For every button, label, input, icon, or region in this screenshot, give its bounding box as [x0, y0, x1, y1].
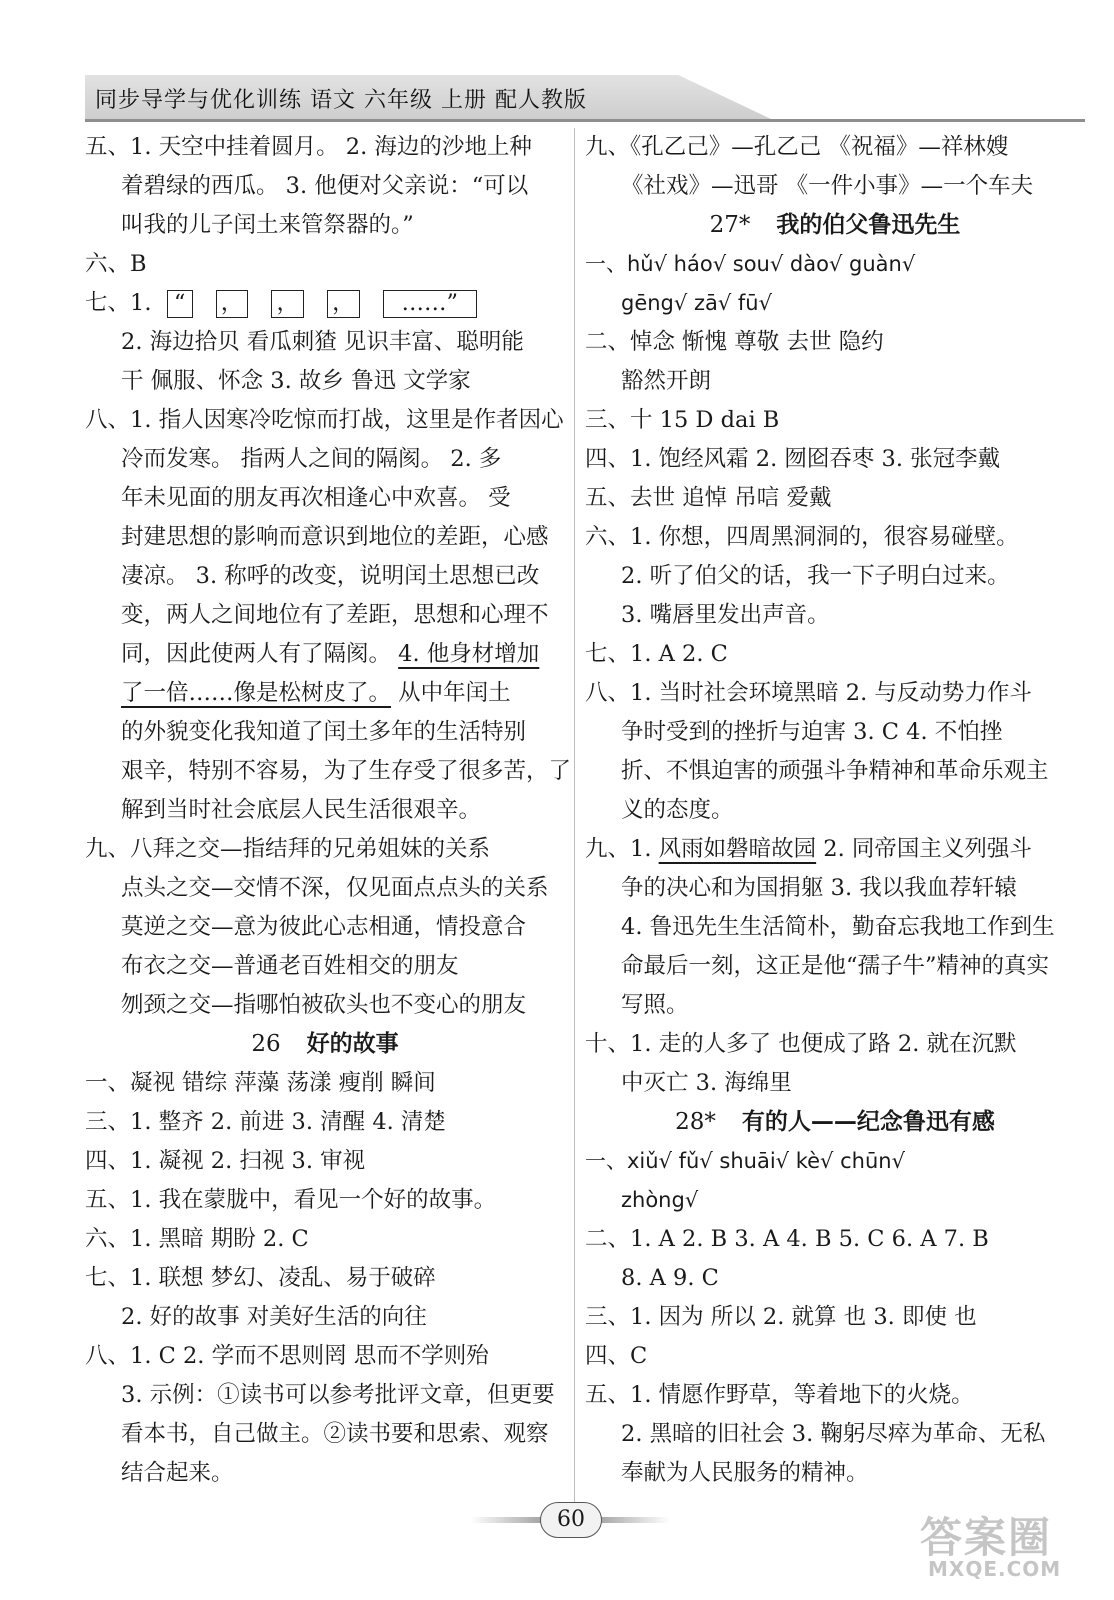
answer-line: 义的态度。 — [621, 797, 734, 823]
answer-line — [85, 635, 565, 674]
punctuation-box: ， — [327, 290, 360, 318]
pinyin-line: 一、xiǔ√ fǔ√ shuāi√ kè√ chūn√ — [585, 1149, 905, 1173]
answer-line: 争的决心和为国捐躯 3. 我以我血荐轩辕 — [621, 875, 1017, 901]
answer-line: 叫我的儿子闰土来管祭器的。” — [121, 212, 414, 238]
answer-line: 四、1. 饱经风霜 2. 囫囵吞枣 3. 张冠李戴 — [585, 446, 1001, 472]
answer-line: 六、B — [85, 251, 147, 277]
section-title: 有的人——纪念鲁迅有感 — [741, 1109, 995, 1135]
answer-line: 2. 海边拾贝 看瓜刺猹 见识丰富、聪明能 — [121, 329, 524, 355]
answer-text: 从中年闰土 — [398, 680, 511, 706]
section-heading-28 — [585, 1103, 1085, 1142]
answer-line: 八、1. 指人因寒冷吃惊而打战，这里是作者因心 — [85, 407, 564, 433]
answer-line: 奉献为人民服务的精神。 — [621, 1460, 869, 1486]
answer-line: 2. 黑暗的旧社会 3. 鞠躬尽瘁为革命、无私 — [621, 1421, 1046, 1447]
underlined-quote: 4. 他身材增加 — [398, 641, 540, 667]
answer-line: 八、1. C 2. 学而不思则罔 思而不学则殆 — [85, 1343, 489, 1369]
watermark-text: 答案圈 — [920, 1513, 1053, 1562]
footer-ornament — [590, 1517, 670, 1523]
answer-line: 折、不惧迫害的顽强斗争精神和革命乐观主 — [621, 758, 1049, 784]
section-number: 26 — [251, 1031, 281, 1057]
answer-line: 布衣之交—普通老百姓相交的朋友 — [121, 953, 459, 979]
section-title: 好的故事 — [306, 1031, 399, 1057]
punctuation-box: “ — [167, 290, 193, 318]
answer-line: 3. 嘴唇里发出声音。 — [621, 602, 830, 628]
answer-line: 四、1. 凝视 2. 扫视 3. 审视 — [85, 1148, 366, 1174]
column-divider — [574, 128, 575, 1503]
pinyin-line: 一、hǔ√ háo√ sou√ dào√ guàn√ — [585, 252, 916, 276]
answer-line: 五、1. 天空中挂着圆月。 2. 海边的沙地上种 — [85, 134, 532, 160]
page-header — [85, 75, 1085, 121]
answer-line: 六、1. 你想，四周黑洞洞的，很容易碰壁。 — [585, 524, 1019, 550]
page-footer — [470, 1500, 670, 1540]
punctuation-box: ， — [216, 290, 249, 318]
answer-line: 年未见面的朋友再次相逢心中欢喜。 受 — [121, 485, 511, 511]
answer-text: 同，因此使两人有了隔阂。 — [121, 641, 392, 667]
left-column — [85, 128, 572, 1493]
book-title: 同步导学与优化训练 语文 六年级 上册 配人教版 — [95, 88, 587, 113]
right-column — [585, 128, 1085, 1493]
answer-line: 4. 鲁迅先生生活简朴，勤奋忘我地工作到生 — [621, 914, 1055, 940]
answer-line: 三、十 15 D dai B — [585, 407, 780, 433]
answer-line: 四、C — [585, 1343, 648, 1369]
answer-line: 五、1. 我在蒙胧中，看见一个好的故事。 — [85, 1187, 497, 1213]
answer-line: 七、1. 联想 梦幻、凌乱、易于破碎 — [85, 1265, 436, 1291]
answer-line — [585, 830, 1085, 869]
section-title: 我的伯父鲁迅先生 — [776, 212, 961, 238]
answer-line: 争时受到的挫折与迫害 3. C 4. 不怕挫 — [621, 719, 1003, 745]
watermark-logo — [920, 1505, 1080, 1585]
item-label: 七、1. — [85, 290, 152, 316]
underlined-quote: 风雨如磐暗故园 — [658, 836, 817, 862]
answer-line: 十、1. 走的人多了 也便成了路 2. 就在沉默 — [585, 1031, 1017, 1057]
answer-line: 一、凝视 错综 萍藻 荡漾 瘦削 瞬间 — [85, 1070, 436, 1096]
answer-line: 8. A 9. C — [621, 1265, 719, 1291]
answer-line: 三、1. 因为 所以 2. 就算 也 3. 即使 也 — [585, 1304, 977, 1330]
answer-line: 三、1. 整齐 2. 前进 3. 清醒 4. 清楚 — [85, 1109, 446, 1135]
answer-line: 豁然开朗 — [621, 368, 712, 394]
answer-line: 中灭亡 3. 海绵里 — [621, 1070, 792, 1096]
answer-line: 莫逆之交—意为彼此心志相通，情投意合 — [121, 914, 527, 940]
answer-line: 3. 示例：①读书可以参考批评文章，但更要 — [121, 1382, 555, 1408]
answer-line — [85, 674, 565, 713]
answer-line: 二、悼念 惭愧 尊敬 去世 隐约 — [585, 329, 884, 355]
answer-line: 变，两人之间地位有了差距，思想和心理不 — [121, 602, 549, 628]
answer-line: 五、1. 情愿作野草，等着地下的火烧。 — [585, 1382, 974, 1408]
punctuation-box: ， — [271, 290, 304, 318]
item-label: 九、1. — [585, 836, 652, 862]
answer-line: 2. 听了伯父的话，我一下子明白过来。 — [621, 563, 1010, 589]
answer-line: 命最后一刻，这正是他“孺子牛”精神的真实 — [621, 953, 1050, 979]
answer-line: 凄凉。 3. 称呼的改变，说明闰土思想已改 — [121, 563, 540, 589]
answer-line: 《社戏》—迅哥 《一件小事》—一个车夫 — [621, 173, 1034, 199]
answer-line: 封建思想的影响而意识到地位的差距，心感 — [121, 524, 549, 550]
answer-text: 2. 同帝国主义列强斗 — [823, 836, 1032, 862]
answer-line: 2. 好的故事 对美好生活的向往 — [121, 1304, 427, 1330]
watermark-url: MXQE.COM — [928, 1557, 1062, 1581]
answer-line: 艰辛，特别不容易，为了生存受了很多苦，了 — [121, 758, 572, 784]
answer-line: 干 佩服、怀念 3. 故乡 鲁迅 文学家 — [121, 368, 471, 394]
section-number: 27* — [709, 212, 751, 238]
answer-line: 冷而发寒。 指两人之间的隔阂。 2. 多 — [121, 446, 502, 472]
header-rule — [85, 119, 1085, 122]
footer-ornament — [470, 1517, 550, 1523]
answer-line: 写照。 — [621, 992, 689, 1018]
answer-line: 九、《孔乙己》—孔乙己 《祝福》—祥林嫂 — [585, 134, 1009, 160]
answer-line: 着碧绿的西瓜。 3. 他便对父亲说：“可以 — [121, 173, 529, 199]
pinyin-line: gēng√ zā√ fū√ — [621, 291, 772, 315]
answer-line: 五、去世 追悼 吊唁 爱戴 — [585, 485, 832, 511]
answer-line: 九、八拜之交—指结拜的兄弟姐妹的关系 — [85, 836, 491, 862]
punctuation-line — [85, 284, 565, 323]
underlined-quote: 了一倍……像是松树皮了。 — [121, 680, 392, 706]
answer-line: 刎颈之交—指哪怕被砍头也不变心的朋友 — [121, 992, 527, 1018]
answer-line: 六、1. 黑暗 期盼 2. C — [85, 1226, 309, 1252]
section-heading-27 — [585, 206, 1085, 245]
answer-line: 的外貌变化我知道了闰土多年的生活特别 — [121, 719, 527, 745]
punctuation-box: ……” — [383, 290, 477, 318]
answer-line: 解到当时社会底层人民生活很艰辛。 — [121, 797, 482, 823]
section-number: 28* — [675, 1109, 716, 1135]
section-heading-26 — [85, 1025, 565, 1064]
answer-line: 二、1. A 2. B 3. A 4. B 5. C 6. A 7. B — [585, 1226, 989, 1252]
page-number: 60 — [540, 1502, 602, 1538]
answer-line: 结合起来。 — [121, 1460, 234, 1486]
pinyin-line: zhòng√ — [621, 1188, 699, 1212]
answer-line: 点头之交—交情不深，仅见面点点头的关系 — [121, 875, 549, 901]
answer-line: 八、1. 当时社会环境黑暗 2. 与反动势力作斗 — [585, 680, 1032, 706]
answer-line: 七、1. A 2. C — [585, 641, 728, 667]
answer-line: 看本书，自己做主。②读书要和思索、观察 — [121, 1421, 549, 1447]
